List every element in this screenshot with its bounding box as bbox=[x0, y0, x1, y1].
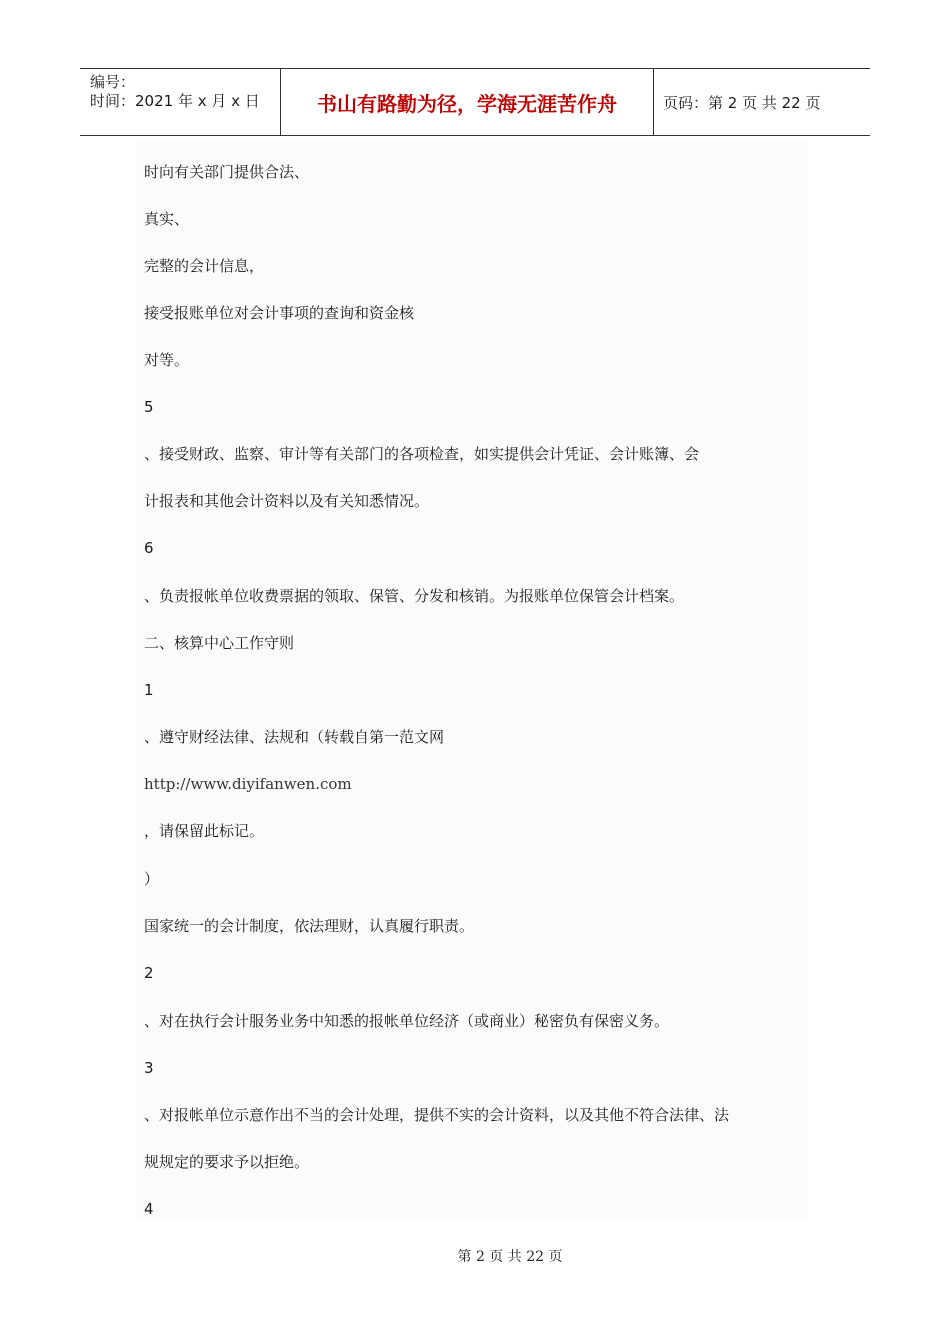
list-number: 2 bbox=[144, 964, 154, 982]
body-line: 、对在执行会计服务业务中知悉的报帐单位经济（或商业）秘密负有保密义务。 bbox=[144, 1012, 670, 1030]
list-number: 6 bbox=[144, 539, 154, 557]
source-url: http://www.diyifanwen.com bbox=[144, 775, 352, 793]
page-header bbox=[80, 68, 870, 136]
body-line: 规规定的要求予以拒绝。 bbox=[144, 1153, 310, 1171]
list-number: 5 bbox=[144, 398, 154, 416]
header-meta bbox=[80, 69, 281, 135]
body-line: 对等。 bbox=[144, 351, 190, 369]
body-line: 国家统一的会计制度，依法理财，认真履行职责。 bbox=[144, 917, 475, 935]
body-line: 完整的会计信息， bbox=[144, 257, 265, 275]
section-heading: 二、核算中心工作守则 bbox=[144, 634, 295, 652]
body-line: 、遵守财经法律、法规和（转载自第一范文网 bbox=[144, 728, 445, 746]
body-line: 、接受财政、监察、审计等有关部门的各项检查，如实提供会计凭证、会计账簿、会 bbox=[144, 445, 700, 463]
body-line: ） bbox=[144, 870, 160, 888]
body-line: 时向有关部门提供合法、 bbox=[144, 163, 310, 181]
header-motto: 书山有路勤为径，学海无涯苦作舟 bbox=[281, 69, 654, 135]
page-footer: 第 2 页 共 22 页 bbox=[457, 1249, 563, 1265]
document-time-label: 时间：2021 年 x 月 x 日 bbox=[90, 92, 260, 110]
content-area bbox=[136, 140, 808, 1220]
body-line: 、负责报帐单位收费票据的领取、保管、分发和核销。为报账单位保管会计档案。 bbox=[144, 587, 685, 605]
body-line: 真实、 bbox=[144, 210, 190, 228]
body-line: ，请保留此标记。 bbox=[144, 822, 265, 840]
body-line: 接受报账单位对会计事项的查询和资金核 bbox=[144, 304, 415, 322]
body-line: 计报表和其他会计资料以及有关知悉情况。 bbox=[144, 492, 430, 510]
document-number-label: 编号： bbox=[90, 73, 136, 91]
header-page-info: 页码：第 2 页 共 22 页 bbox=[663, 93, 821, 112]
list-number: 4 bbox=[144, 1200, 154, 1218]
list-number: 3 bbox=[144, 1059, 154, 1077]
body-line: 、对报帐单位示意作出不当的会计处理，提供不实的会计资料，以及其他不符合法律、法 bbox=[144, 1106, 730, 1124]
list-number: 1 bbox=[144, 681, 154, 699]
